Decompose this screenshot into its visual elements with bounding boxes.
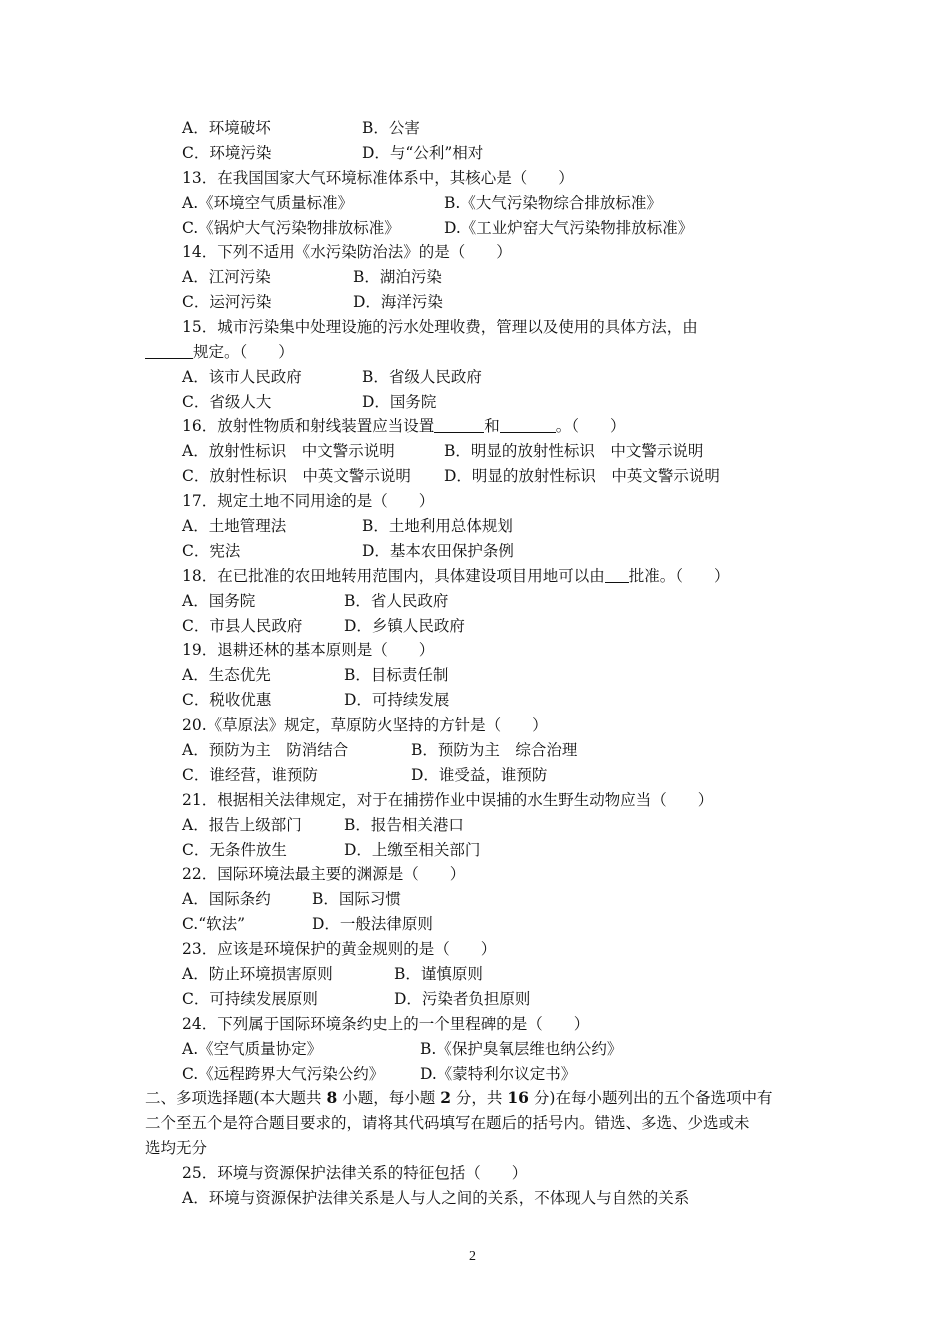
option-line: [182, 466, 720, 486]
option-d: D.《蒙特利尔议定书》: [420, 1065, 577, 1083]
question-16: 16．放射性物质和射线装置应当设置 和 。（ ）: [182, 417, 626, 435]
option-b: B．目标责任制: [344, 666, 449, 684]
option-line: [182, 541, 514, 561]
option-d: D．谁受益，谁预防: [411, 766, 548, 784]
page-number: 2: [469, 1249, 476, 1264]
option-d: D．污染者负担原则: [394, 990, 531, 1008]
question-18: 18．在已批准的农田地转用范围内，具体建设项目用地可以由 批准。（ ）: [182, 567, 730, 585]
option-c: C．宪法: [182, 542, 241, 560]
option-a: A.《空气质量协定》: [182, 1040, 323, 1058]
answer-blank: [500, 417, 556, 433]
option-line: [182, 1039, 623, 1059]
option-a: A．江河污染: [182, 268, 271, 286]
option-b: B．国际习惯: [312, 890, 401, 908]
option-line: [182, 143, 484, 163]
option-b: B．湖泊污染: [353, 268, 442, 286]
option-line: [182, 914, 433, 934]
option-d: D．一般法律原则: [312, 915, 433, 933]
option-line: [182, 292, 443, 312]
option-b: B．谨慎原则: [394, 965, 483, 983]
option-a: A．环境破坏: [182, 119, 271, 137]
section-2-instructions-end: 选均无分: [145, 1139, 208, 1157]
option-a: A．国务院: [182, 592, 256, 610]
option-line: [182, 118, 420, 138]
option-line: [182, 889, 401, 909]
option-a: A．报告上级部门: [182, 816, 302, 834]
question-13: 13．在我国国家大气环境标准体系中，其核心是（ ）: [182, 169, 574, 187]
option-c: C.《锅炉大气污染物排放标准》: [182, 219, 400, 237]
option-line: [182, 367, 482, 387]
option-line: [182, 765, 548, 785]
option-line: [182, 516, 513, 536]
option-b: B.《保护臭氧层维也纳公约》: [420, 1040, 623, 1058]
option-b: B．省人民政府: [344, 592, 449, 610]
option-a: A．国际条约: [182, 890, 271, 908]
question-15: 15．城市污染集中处理设施的污水处理收费，管理以及使用的具体方法，由: [182, 318, 698, 336]
option-c: C．税收优惠: [182, 691, 272, 709]
option-d: D．基本农田保护条例: [362, 542, 514, 560]
option-line: [182, 690, 450, 710]
option-d: D．国务院: [362, 393, 437, 411]
option-d: D．乡镇人民政府: [344, 617, 465, 635]
option-d: D．上缴至相关部门: [344, 841, 481, 859]
option-c: C．市县人民政府: [182, 617, 303, 635]
option-b: B．明显的放射性标识 中文警示说明: [444, 442, 704, 460]
option-a: A．生态优先: [182, 666, 271, 684]
option-line: [182, 964, 483, 984]
option-c: C．谁经营，谁预防: [182, 766, 318, 784]
option-c: C.“软法”: [182, 915, 246, 933]
option-b: B.《大气污染物综合排放标准》: [444, 194, 662, 212]
question-19: 19．退耕还林的基本原则是（ ）: [182, 641, 435, 659]
question-22: 22．国际环境法最主要的渊源是（ ）: [182, 865, 466, 883]
option-a: A．该市人民政府: [182, 368, 302, 386]
option-line: [182, 815, 464, 835]
option-a: A.《环境空气质量标准》: [182, 194, 354, 212]
option-c: C．放射性标识 中英文警示说明: [182, 467, 411, 485]
option-c: C．可持续发展原则: [182, 990, 318, 1008]
option-line: [182, 840, 481, 860]
question-21: 21．根据相关法律规定，对于在捕捞作业中误捕的水生野生动物应当（ ）: [182, 791, 714, 809]
option-line: [182, 392, 437, 412]
option-line: [182, 1064, 577, 1084]
option-b: B．土地利用总体规划: [362, 517, 513, 535]
option-d: D．与“公利”相对: [362, 144, 484, 162]
option-line: [182, 616, 465, 636]
option-b: B．预防为主 综合治理: [411, 741, 578, 759]
option-c: C．无条件放生: [182, 841, 287, 859]
option-a: A．防止环境损害原则: [182, 965, 333, 983]
option-b: B．报告相关港口: [344, 816, 464, 834]
option-a: A．环境与资源保护法律关系是人与人之间的关系，不体现人与自然的关系: [182, 1189, 690, 1207]
question-14: 14．下列不适用《水污染防治法》的是（ ）: [182, 243, 512, 261]
option-line: [182, 267, 442, 287]
option-c: C．省级人大: [182, 393, 272, 411]
option-b: B．公害: [362, 119, 420, 137]
answer-blank: [605, 567, 629, 583]
option-c: C.《远程跨界大气污染公约》: [182, 1065, 385, 1083]
option-line: [182, 989, 531, 1009]
option-line: [182, 193, 662, 213]
option-d: D.《工业炉窑大气污染物排放标准》: [444, 219, 694, 237]
option-line: [182, 591, 449, 611]
option-d: D．海洋污染: [353, 293, 443, 311]
answer-blank: [145, 343, 193, 359]
question-15-cont: 规定。（ ）: [145, 342, 294, 362]
question-17: 17．规定土地不同用途的是（ ）: [182, 492, 435, 510]
option-d: D．明显的放射性标识 中英文警示说明: [444, 467, 720, 485]
option-d: D．可持续发展: [344, 691, 450, 709]
option-a: A．放射性标识 中文警示说明: [182, 442, 395, 460]
option-a: A．预防为主 防消结合: [182, 741, 349, 759]
answer-blank: [434, 417, 484, 433]
option-line: [182, 441, 704, 461]
question-25: 25．环境与资源保护法律关系的特征包括（ ）: [182, 1164, 528, 1182]
option-line: [182, 218, 694, 238]
question-23: 23．应该是环境保护的黄金规则的是（ ）: [182, 940, 497, 958]
option-line: [182, 665, 449, 685]
option-c: C．运河污染: [182, 293, 272, 311]
option-c: C．环境污染: [182, 144, 272, 162]
option-b: B．省级人民政府: [362, 368, 482, 386]
question-24: 24．下列属于国际环境条约史上的一个里程碑的是（ ）: [182, 1015, 590, 1033]
question-20: 20.《草原法》规定，草原防火坚持的方针是（ ）: [182, 716, 548, 734]
option-a: A．土地管理法: [182, 517, 287, 535]
option-line: [182, 740, 578, 760]
section-2-heading: 二、多项选择题(本大题共 8 小题，每小题 2 分，共 16 分)在每小题列出的五个备选项中有: [145, 1088, 773, 1107]
section-2-instructions: 二个至五个是符合题目要求的，请将其代码填写在题后的括号内。错选、多选、少选或未: [145, 1114, 750, 1132]
